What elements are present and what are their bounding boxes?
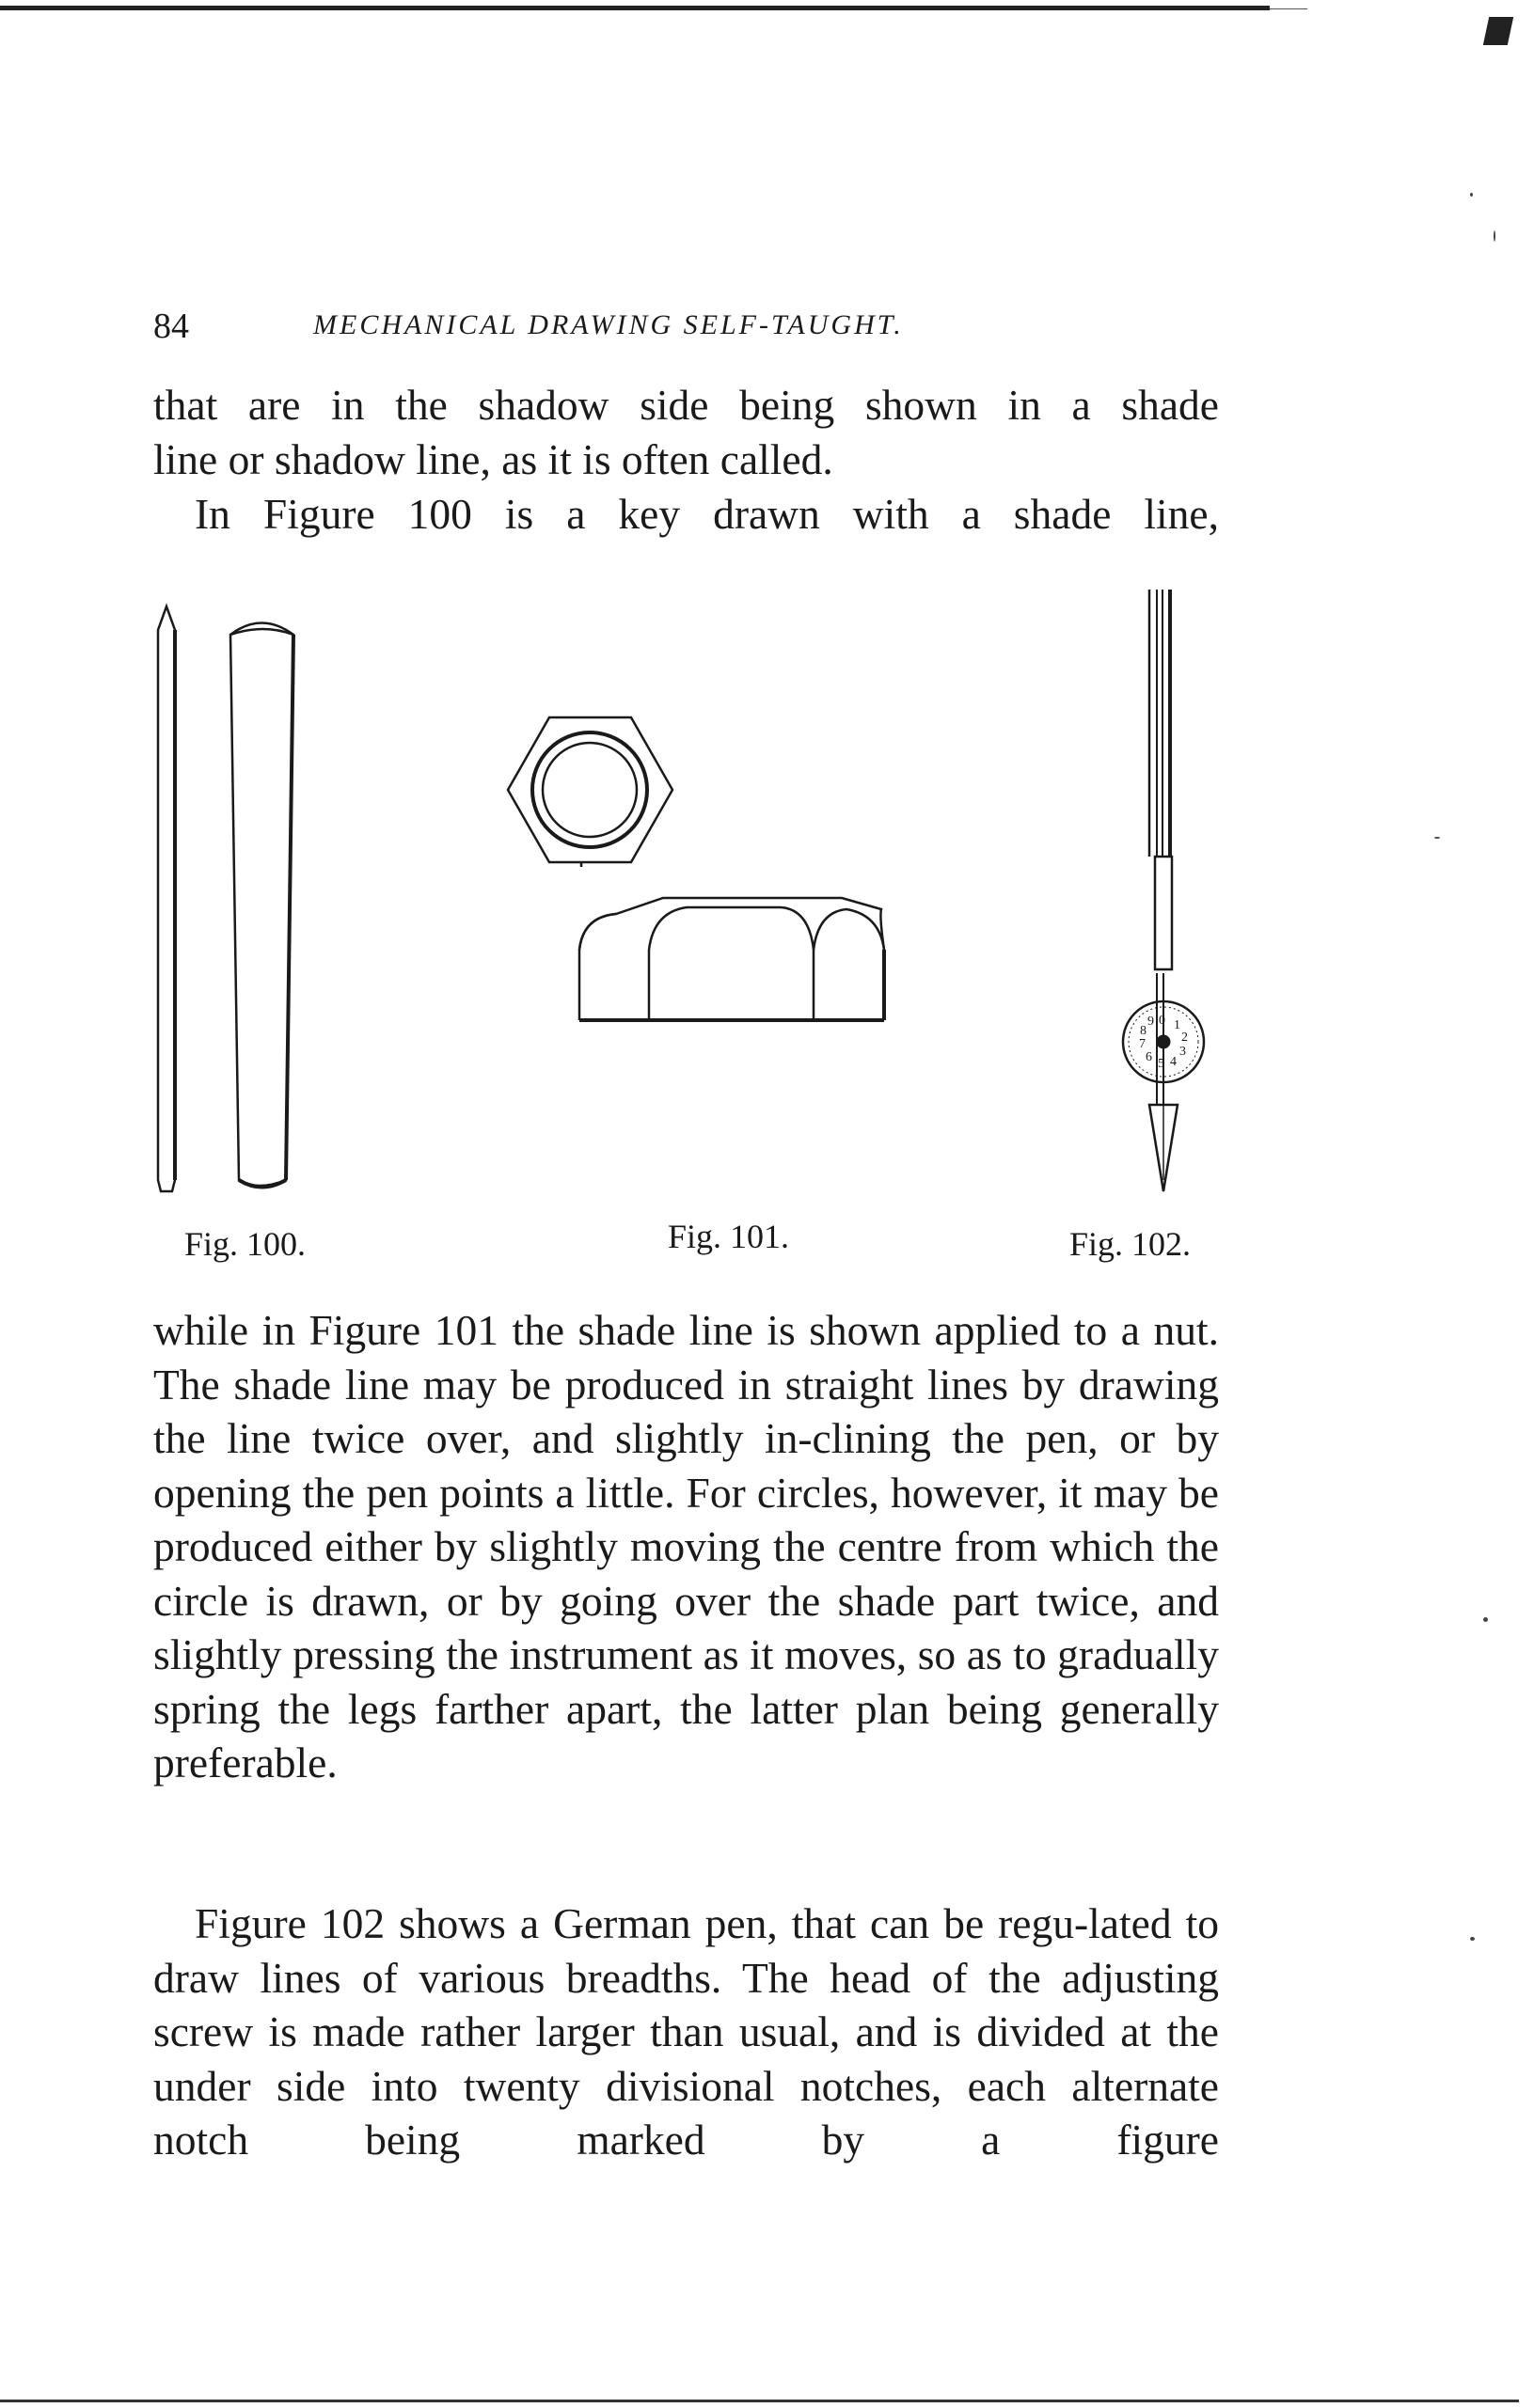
ink-speck: [1494, 230, 1495, 242]
figures-row: [141, 578, 1232, 1274]
german-pen-figure-102: [1123, 590, 1204, 1191]
body-line-1: that are in the shadow side being shown in a shade: [153, 381, 1219, 429]
running-head: [153, 306, 1075, 353]
dial-number: 9: [1147, 1015, 1154, 1029]
ink-speck: [1470, 193, 1473, 197]
body-line-2: line or shadow line, as it is often called.: [153, 435, 833, 483]
dial-number: 6: [1146, 1050, 1152, 1064]
top-rule-thin: [1270, 8, 1307, 9]
ink-speck: [1483, 1617, 1488, 1622]
caption-fig-102: Fig. 102.: [1069, 1225, 1192, 1263]
ink-speck: [1434, 837, 1440, 839]
dial-number: 3: [1179, 1045, 1186, 1059]
dial-number: 7: [1139, 1037, 1146, 1051]
body-paragraph-german-pen: Figure 102 shows a German pen, that can be regu-lated to draw lines of various breadths. The head of the adjusting screw is made rather larger than usual, and is divided at the under side into twenty divisional notches, each alternate notch being marked by a figure: [153, 1899, 1219, 2164]
caption-fig-101: Fig. 101.: [668, 1218, 790, 1255]
dial-number: 8: [1140, 1024, 1147, 1038]
nut-figure-101: [508, 717, 884, 1020]
dial-number: 5: [1158, 1057, 1164, 1071]
top-rule: [0, 6, 1270, 10]
ink-speck: [1470, 1937, 1475, 1941]
dial-number: 2: [1181, 1031, 1188, 1045]
figures-drawing: [141, 578, 1232, 1274]
caption-fig-100: Fig. 100.: [184, 1225, 307, 1263]
dial-number: 0: [1159, 1014, 1165, 1028]
key-figure-100: [158, 606, 293, 1191]
running-title: MECHANICAL DRAWING SELF-TAUGHT.: [313, 309, 904, 340]
dial-number: 1: [1174, 1018, 1180, 1032]
body-paragraph-shade-line: while in Figure 101 the shade line is shown applied to a nut. The shade line may be produced in straight lines by drawing the line twice over, and slightly in-clining the pen, or by opening the pen points a little. For circles, however, it may be produced either by slightly moving the centre from which the circle is drawn, or by going over the shade part twice, and slightly pressing the instrument as it moves, so as to gradually spring the legs farther apart, the latter plan being generally preferable.: [153, 1306, 1219, 1786]
bottom-rule: [0, 2400, 1519, 2402]
body-paragraph-intro: In Figure 100 is a key drawn with a shade line,: [195, 490, 1219, 538]
corner-ink-mark: [1483, 17, 1513, 45]
dial-number: 4: [1170, 1055, 1177, 1069]
page-number: 84: [153, 307, 189, 346]
